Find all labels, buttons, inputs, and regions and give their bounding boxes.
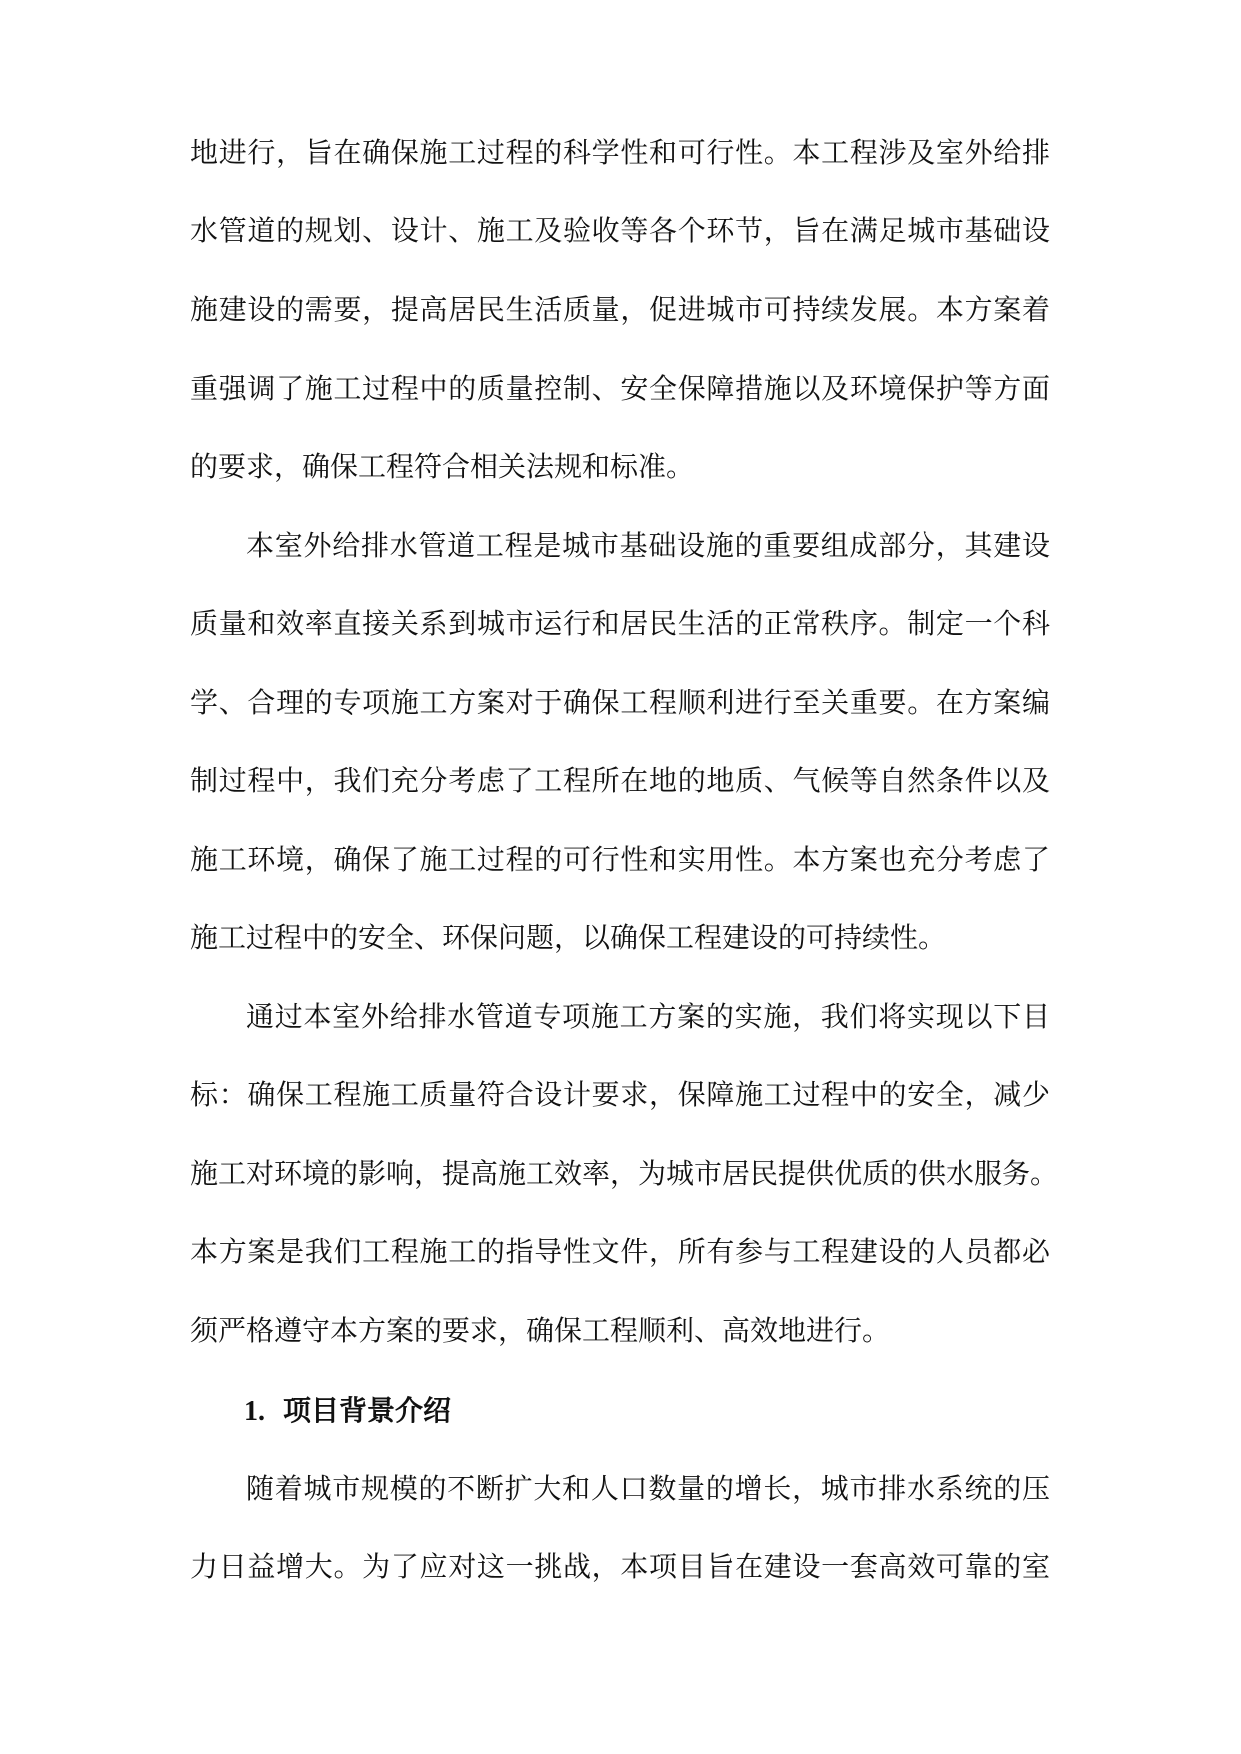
section-number: 1. (244, 1396, 265, 1427)
paragraph-3-line-2: 标：确保工程施工质量符合设计要求，保障施工过程中的安全，减少 (190, 1078, 1050, 1111)
paragraph-3-line-3: 施工对环境的影响，提高施工效率，为城市居民提供优质的供水服务。 (190, 1157, 1059, 1190)
paragraph-1-line-1: 地进行，旨在确保施工过程的科学性和可行性。本工程涉及室外给排 (190, 136, 1050, 169)
paragraph-1-line-3: 施建设的需要，提高居民生活质量，促进城市可持续发展。本方案着 (190, 293, 1050, 326)
section-paragraph-line-2: 力日益增大。为了应对这一挑战，本项目旨在建设一套高效可靠的室 (190, 1550, 1050, 1583)
paragraph-2-line-3: 学、合理的专项施工方案对于确保工程顺利进行至关重要。在方案编 (190, 686, 1050, 719)
section-heading (244, 1391, 451, 1432)
paragraph-1-line-4: 重强调了施工过程中的质量控制、安全保障措施以及环境保护等方面 (190, 372, 1050, 405)
section-title: 项目背景介绍 (283, 1394, 452, 1427)
paragraph-2-line-5: 施工环境，确保了施工过程的可行性和实用性。本方案也充分考虑了 (190, 843, 1050, 876)
paragraph-2-line-4: 制过程中，我们充分考虑了工程所在地的地质、气候等自然条件以及 (190, 764, 1050, 797)
paragraph-1-line-2: 水管道的规划、设计、施工及验收等各个环节，旨在满足城市基础设 (190, 214, 1050, 247)
paragraph-3-line-5: 须严格遵守本方案的要求，确保工程顺利、高效地进行。 (190, 1314, 891, 1347)
paragraph-2-line-1: 本室外给排水管道工程是城市基础设施的重要组成部分，其建设 (246, 529, 1050, 562)
paragraph-2-line-6: 施工过程中的安全、环保问题，以确保工程建设的可持续性。 (190, 921, 947, 954)
paragraph-3-line-1: 通过本室外给排水管道专项施工方案的实施，我们将实现以下目 (246, 1000, 1050, 1033)
paragraph-3-line-4: 本方案是我们工程施工的指导性文件，所有参与工程建设的人员都必 (190, 1235, 1050, 1268)
paragraph-1-line-5: 的要求，确保工程符合相关法规和标准。 (190, 450, 695, 483)
section-paragraph-line-1: 随着城市规模的不断扩大和人口数量的增长，城市排水系统的压 (246, 1472, 1050, 1505)
paragraph-2-line-2: 质量和效率直接关系到城市运行和居民生活的正常秩序。制定一个科 (190, 607, 1050, 640)
